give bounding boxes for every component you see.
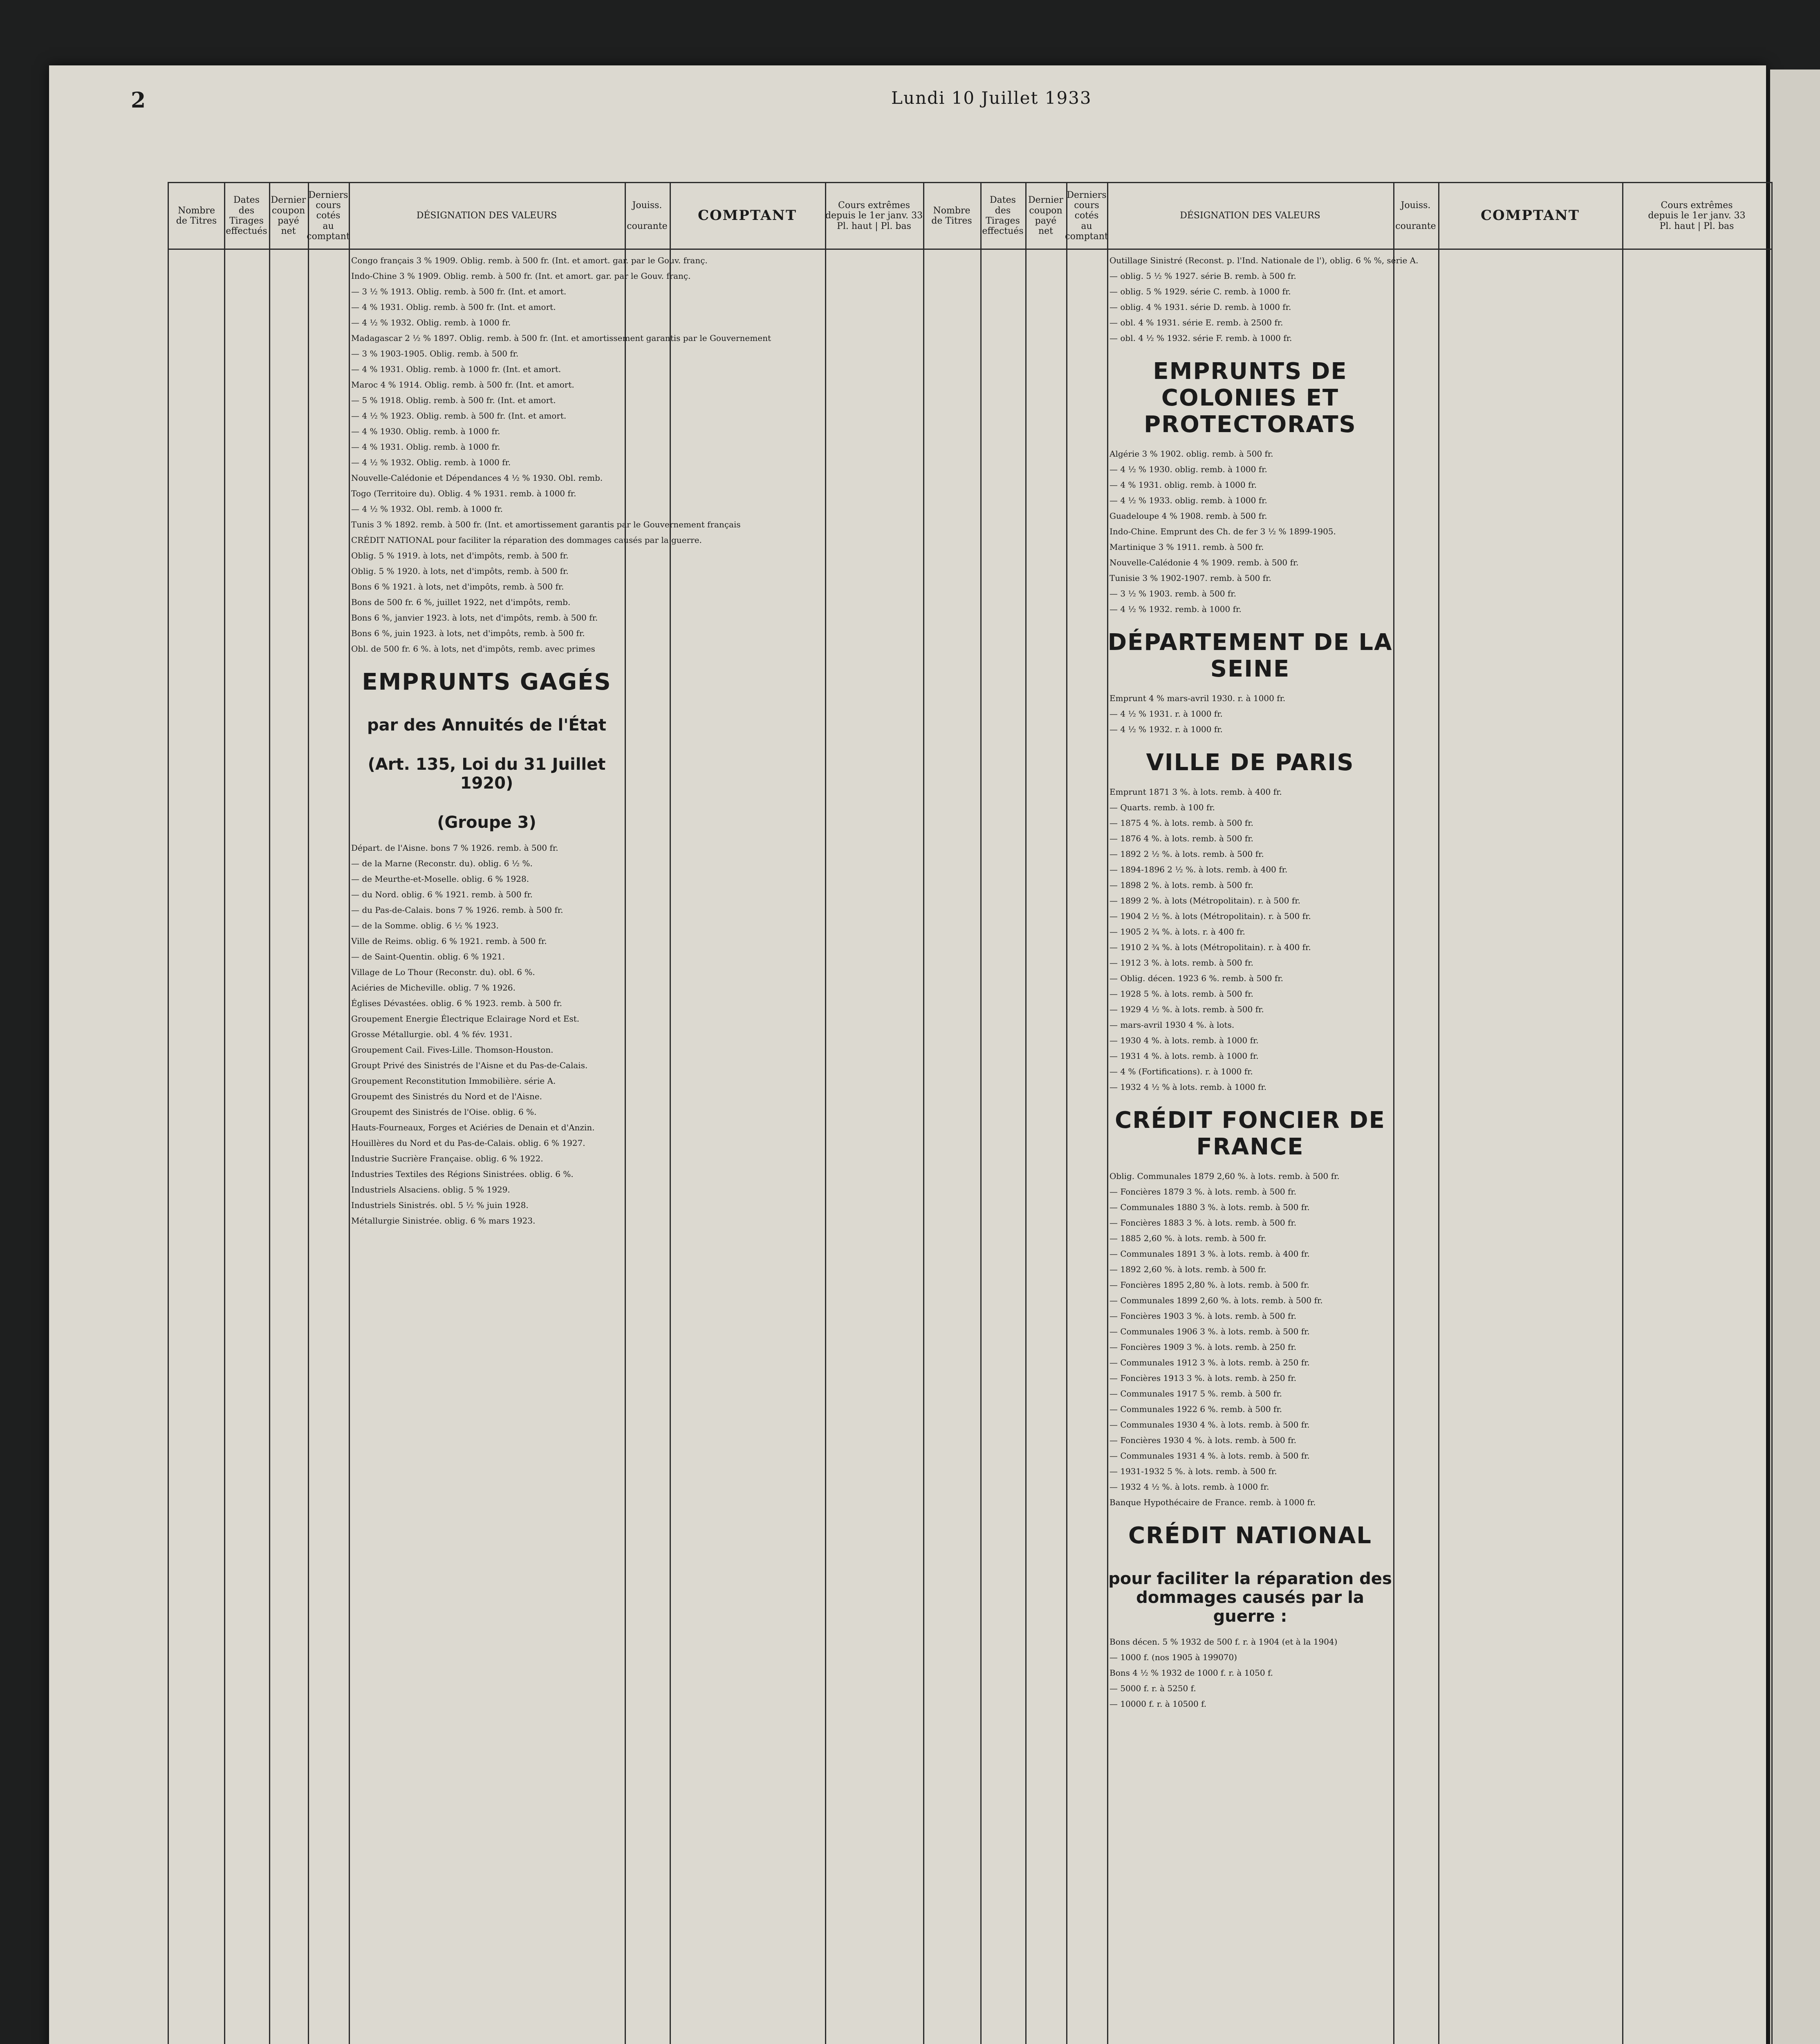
- list-item: — Communales 1922 6 %. remb. à 500 fr.: [1109, 1404, 1282, 1414]
- section-title: EMPRUNTS DE COLONIES ET PROTECTORATS: [1144, 358, 1356, 438]
- page-date: Lundi 10 Juillet 1933: [891, 88, 1092, 108]
- list-item: Outillage Sinistré (Reconst. p. l'Ind. Nationale de l'), oblig. 6 % %, série A.: [1109, 256, 1419, 265]
- list-item: Ville de Reims. oblig. 6 % 1921. remb. à 500 fr.: [351, 936, 547, 946]
- list-item: Bons décen. 5 % 1932 de 500 f. r. à 1904 (et à la 1904): [1109, 1637, 1338, 1647]
- list-item: — 1885 2,60 %. à lots. remb. à 500 fr.: [1109, 1233, 1266, 1243]
- list-item: Bons 6 %, janvier 1923. à lots, net d'impôts, remb. à 500 fr.: [351, 613, 598, 623]
- list-item: Oblig. 5 % 1919. à lots, net d'impôts, remb. à 500 fr.: [351, 551, 569, 560]
- list-item: — obl. 4 % 1931. série E. remb. à 2500 fr.: [1109, 318, 1283, 327]
- col-derniers-cours-r: Derniers cours cotés au comptant: [1066, 183, 1108, 2044]
- list-item: — 4 ½ % 1932. Oblig. remb. à 1000 fr.: [351, 318, 511, 327]
- list-item: Algérie 3 % 1902. oblig. remb. à 500 fr.: [1109, 449, 1273, 459]
- list-item: — 3 ½ % 1903. remb. à 500 fr.: [1109, 589, 1236, 598]
- section-title: VILLE DE PARIS: [1146, 749, 1354, 776]
- list-item: Togo (Territoire du). Oblig. 4 % 1931. remb. à 1000 fr.: [351, 489, 576, 498]
- list-item: — Communales 1880 3 %. à lots. remb. à 500 fr.: [1109, 1202, 1310, 1212]
- list-item: Houillères du Nord et du Pas-de-Calais. oblig. 6 % 1927.: [351, 1138, 585, 1148]
- list-item: — 4 % (Fortifications). r. à 1000 fr.: [1109, 1067, 1253, 1076]
- list-item: — 4 % 1931. Oblig. remb. à 1000 fr.: [351, 442, 500, 452]
- list-item: — oblig. 5 ½ % 1927. série B. remb. à 500 fr.: [1109, 271, 1296, 281]
- list-item: — 1876 4 %. à lots. remb. à 500 fr.: [1109, 834, 1253, 843]
- list-item: — 3 % 1903-1905. Oblig. remb. à 500 fr.: [351, 349, 519, 359]
- list-item: Madagascar 2 ½ % 1897. Oblig. remb. à 500 fr. (Int. et amortissement garantis par le Gouvernement: [351, 333, 771, 343]
- list-item: — 1932 4 ½ % à lots. remb. à 1000 fr.: [1109, 1082, 1267, 1092]
- list-item: Oblig. Communales 1879 2,60 %. à lots. remb. à 500 fr.: [1109, 1171, 1340, 1181]
- list-item: — oblig. 5 % 1929. série C. remb. à 1000 fr.: [1109, 287, 1291, 296]
- list-item: Guadeloupe 4 % 1908. remb. à 500 fr.: [1109, 511, 1267, 521]
- col-nombre-titres: Nombre de Titres: [169, 183, 225, 2044]
- list-item: — Foncières 1913 3 %. à lots. remb. à 250 fr.: [1109, 1373, 1297, 1383]
- list-item: Tunis 3 % 1892. remb. à 500 fr. (Int. et amortissement garantis par le Gouvernement français: [351, 520, 741, 529]
- list-item: — Communales 1930 4 %. à lots. remb. à 500 fr.: [1109, 1420, 1310, 1430]
- list-item: — 1928 5 %. à lots. remb. à 500 fr.: [1109, 989, 1253, 999]
- list-item: Emprunt 4 % mars-avril 1930. r. à 1000 fr.: [1109, 693, 1286, 703]
- list-item: — obl. 4 ½ % 1932. série F. remb. à 1000 fr.: [1109, 333, 1292, 343]
- section-title: EMPRUNTS GAGÉS: [362, 669, 612, 695]
- list-item: — Foncières 1883 3 %. à lots. remb. à 500 fr.: [1109, 1218, 1297, 1228]
- list-item: — Foncières 1909 3 %. à lots. remb. à 250 fr.: [1109, 1342, 1297, 1352]
- list-item: — Quarts. remb. à 100 fr.: [1109, 802, 1215, 812]
- list-item: — Communales 1899 2,60 %. à lots. remb. à 500 fr.: [1109, 1295, 1323, 1305]
- list-item: CRÉDIT NATIONAL pour faciliter la réparation des dommages causés par la guerre.: [351, 535, 702, 545]
- list-item: — 4 ½ % 1932. Oblig. remb. à 1000 fr.: [351, 457, 511, 467]
- left-entries-list: [349, 253, 771, 2044]
- list-item: Industriels Alsaciens. oblig. 5 % 1929.: [351, 1185, 510, 1195]
- col-nombre-titres-r: Nombre de Titres: [923, 183, 982, 2044]
- list-item: — Communales 1912 3 %. à lots. remb. à 250 fr.: [1109, 1358, 1310, 1367]
- page-header: [131, 88, 1725, 112]
- quote-table: [168, 182, 1773, 2044]
- list-item: — 5 % 1918. Oblig. remb. à 500 fr. (Int. et amort.: [351, 395, 556, 405]
- section-law: (Art. 135, Loi du 31 Juillet 1920): [368, 755, 606, 793]
- page-number: 2: [131, 88, 146, 113]
- section-subtitle: pour faciliter la réparation des dommages causés par la guerre :: [1108, 1569, 1392, 1626]
- list-item: Industriels Sinistrés. obl. 5 ½ % juin 1928.: [351, 1200, 529, 1210]
- list-item: Nouvelle-Calédonie et Dépendances 4 ½ % 1930. Obl. remb.: [351, 473, 603, 483]
- list-item: Groupement Cail. Fives-Lille. Thomson-Houston.: [351, 1045, 554, 1055]
- list-item: — 4 ½ % 1932. Obl. remb. à 1000 fr.: [351, 504, 503, 514]
- list-item: — 4 ½ % 1932. remb. à 1000 fr.: [1109, 604, 1242, 614]
- list-item: Groupt Privé des Sinistrés de l'Aisne et du Pas-de-Calais.: [351, 1060, 588, 1070]
- section-title: DÉPARTEMENT DE LA SEINE: [1107, 629, 1393, 682]
- list-item: — oblig. 4 % 1931. série D. remb. à 1000 fr.: [1109, 302, 1291, 312]
- list-item: Départ. de l'Aisne. bons 7 % 1926. remb. à 500 fr.: [351, 843, 558, 853]
- list-item: — Communales 1891 3 %. à lots. remb. à 400 fr.: [1109, 1249, 1310, 1259]
- list-item: Bons de 500 fr. 6 %, juillet 1922, net d'impôts, remb.: [351, 597, 571, 607]
- list-item: — 1910 2 ¾ %. à lots (Métropolitain). r. à 400 fr.: [1109, 942, 1311, 952]
- list-item: Village de Lo Thour (Reconstr. du). obl. 6 %.: [351, 967, 535, 977]
- list-item: — 1894-1896 2 ½ %. à lots. remb. à 400 fr.: [1109, 865, 1288, 874]
- col-comptant: COMPTANT: [670, 183, 826, 2044]
- list-item: Indo-Chine 3 % 1909. Oblig. remb. à 500 fr. (Int. et amort. gar. par le Gouv. franç.: [351, 271, 691, 281]
- col-dates-tirages-r: Dates des Tirages effectués: [980, 183, 1027, 2044]
- col-derniers-cours: Derniers cours cotés au comptant: [308, 183, 350, 2044]
- adjacent-page-edge: [1770, 69, 1820, 2044]
- col-dernier-coupon: Dernier coupon payé net: [269, 183, 309, 2044]
- list-item: — 4 % 1930. Oblig. remb. à 1000 fr.: [351, 426, 500, 436]
- list-item: — Communales 1906 3 %. à lots. remb. à 500 fr.: [1109, 1327, 1310, 1336]
- list-item: — 4 ½ % 1930. oblig. remb. à 1000 fr.: [1109, 464, 1267, 474]
- list-item: — 4 % 1931. oblig. remb. à 1000 fr.: [1109, 480, 1257, 490]
- list-item: Maroc 4 % 1914. Oblig. remb. à 500 fr. (Int. et amort.: [351, 380, 574, 390]
- list-item: Industries Textiles des Régions Sinistrées. oblig. 6 %.: [351, 1169, 574, 1179]
- list-item: — 3 ½ % 1913. Oblig. remb. à 500 fr. (Int. et amort.: [351, 287, 567, 296]
- list-item: Martinique 3 % 1911. remb. à 500 fr.: [1109, 542, 1264, 552]
- list-item: — mars-avril 1930 4 %. à lots.: [1109, 1020, 1235, 1030]
- section-title: CRÉDIT NATIONAL: [1128, 1522, 1372, 1549]
- list-item: — 1931-1932 5 %. à lots. remb. à 500 fr.: [1109, 1466, 1277, 1476]
- list-item: Tunisie 3 % 1902-1907. remb. à 500 fr.: [1109, 573, 1271, 583]
- col-designation: DÉSIGNATION DES VALEURS Congo français 3 % 1909. Oblig. remb. à 500 fr. (Int. et amort. gar. par le Gouv. franç. Indo-Chine 3 % 1909. Oblig. remb. à 500 fr. (Int. et amort. gar. par le Gouv. franç. — 3 ½ % 1913. Oblig. remb. à 500 fr. (Int. et amort. — 4 % 1931. Oblig. remb. à 500 fr. (Int. et amort. — 4 ½ % 1932. Oblig. remb. à 1000 fr. Madagascar 2 ½ % 1897. Oblig. remb. à 500 fr. (Int. et amortissement garantis par le Gouvernement — 3 % 1903-1905. Oblig. remb. à 500 fr. — 4 % 1931. Oblig. remb. à 1000 fr. (Int. et amort. Maroc 4 % 1914. Oblig. remb. à 500 fr. (Int. et amort. — 5 % 1918. Oblig. remb. à 500 fr. (Int. et amort. — 4 ½ % 1923. Oblig. remb. à 500 fr. (Int. et amort. — 4 % 1930. Oblig. remb. à 1000 fr. — 4 % 1931. Oblig. remb. à 1000 fr. — 4 ½ % 1932. Oblig. remb. à 1000 fr. Nouvelle-Calédonie et Dépendances 4 ½ % 1930. Obl. remb. Togo (Territoire du). Oblig. 4 % 1931. remb. à 1000 fr. — 4 ½ % 1932. Obl. remb. à 1000 fr. Tunis 3 % 1892. remb. à 500 fr. (Int. et amortissement garantis par le Gouvernement français CRÉDIT NATIONAL pour faciliter la réparation des dommages causés par la guerre. Oblig. 5 % 1919. à lots, net d'impôts, remb. à 500 fr. Oblig. 5 % 1920. à lots, net d'impôts, remb. à 500 fr. Bons 6 % 1921. à lots, net d'impôts, remb. à 500 fr. Bons de 500 fr. 6 %, juillet 1922, net d'impôts, remb. Bons 6 %, janvier 1923. à lots, net d'impôts, remb. à 500 fr. Bons 6 %, juin 1923. à lots, net d'impôts, remb. à 500 fr. Obl. de 500 fr. 6 %. à lots, net d'impôts, remb. avec primes EMPRUNTS GAGÉS par des Annuités de l'État (Art. 135, Loi du 31 Juillet 1920) (Groupe 3) Départ. de l'Aisne. bons 7 % 1926. remb. à 500 fr. — de la Marne (Reconstr. du). oblig. 6 ½ %. — de Meurthe-et-Moselle. oblig. 6 % 1928. — du Nord. oblig. 6 % 1921. remb. à 500 fr. — du Pas-de-Calais. bons 7 % 1926. remb. à 500 fr. — de la Somme. oblig. 6 ½ % 1923. Ville de Reims. oblig. 6 % 1921. remb. à 500 fr. — de Saint-Quentin. oblig. 6 % 1921. Village de Lo Thour (Reconstr. du). obl. 6 %. Aciéries de Micheville. oblig. 7 % 1926. Églises Dévastées. oblig. 6 % 1923. remb. à 500 fr. Groupement Energie Électrique Eclairage Nord et Est. Grosse Métallurgie. obl. 4 % fév. 1931. Groupement Cail. Fives-Lille. Thomson-Houston. Groupt Privé des Sinistrés de l'Aisne et du Pas-de-Calais. Groupement Reconstitution Immobilière. série A. Groupemt des Sinistrés du Nord et de l'Aisne. Groupemt des Sinistrés de l'Oise. oblig. 6 %. Hauts-Fourneaux, Forges et Aciéries de Denain et d'Anzin. Houillères du Nord et du Pas-de-Calais. oblig. 6 % 1927. Industrie Sucrière Française. oblig. 6 % 1922. Industries Textiles des Régions Sinistrées. oblig. 6 %. Industriels Alsaciens. oblig. 5 % 1929. Industriels Sinistrés. obl. 5 ½ % juin 1928. Métallurgie Sinistrée. oblig. 6 % mars 1923.: [349, 183, 626, 2044]
- list-item: Grosse Métallurgie. obl. 4 % fév. 1931.: [351, 1029, 513, 1039]
- list-item: — Communales 1931 4 %. à lots. remb. à 500 fr.: [1109, 1451, 1310, 1461]
- list-item: Obl. de 500 fr. 6 %. à lots, net d'impôts, remb. avec primes: [351, 644, 595, 654]
- list-item: Bons 4 ½ % 1932 de 1000 f. r. à 1050 f.: [1109, 1668, 1273, 1678]
- list-item: Groupement Energie Électrique Eclairage Nord et Est.: [351, 1014, 580, 1024]
- col-cours-extremes-r: Cours extrêmes depuis le 1er janv. 33 Pl. haut | Pl. bas: [1622, 183, 1771, 2044]
- list-item: — du Pas-de-Calais. bons 7 % 1926. remb. à 500 fr.: [351, 905, 563, 915]
- list-item: Indo-Chine. Emprunt des Ch. de fer 3 ½ % 1899-1905.: [1109, 527, 1336, 536]
- list-item: — 1892 2,60 %. à lots. remb. à 500 fr.: [1109, 1264, 1266, 1274]
- list-item: — 4 % 1931. Oblig. remb. à 500 fr. (Int. et amort.: [351, 302, 556, 312]
- list-item: — 1899 2 %. à lots (Métropolitain). r. à 500 fr.: [1109, 896, 1300, 905]
- list-item: — 1932 4 ½ %. à lots. remb. à 1000 fr.: [1109, 1482, 1269, 1492]
- col-jouiss-r: Jouiss. courante: [1393, 183, 1439, 2044]
- list-item: — Foncières 1903 3 %. à lots. remb. à 500 fr.: [1109, 1311, 1297, 1321]
- list-item: — Foncières 1930 4 %. à lots. remb. à 500 fr.: [1109, 1435, 1297, 1445]
- list-item: Banque Hypothécaire de France. remb. à 1000 fr.: [1109, 1497, 1316, 1507]
- list-item: Groupemt des Sinistrés de l'Oise. oblig. 6 %.: [351, 1107, 537, 1117]
- list-item: Nouvelle-Calédonie 4 % 1909. remb. à 500 fr.: [1109, 558, 1299, 567]
- col-dernier-coupon-r: Dernier coupon payé net: [1025, 183, 1067, 2044]
- list-item: — de la Marne (Reconstr. du). oblig. 6 ½ %.: [351, 858, 533, 868]
- list-item: Oblig. 5 % 1920. à lots, net d'impôts, remb. à 500 fr.: [351, 566, 569, 576]
- list-item: — 4 ½ % 1933. oblig. remb. à 1000 fr.: [1109, 495, 1267, 505]
- list-item: Métallurgie Sinistrée. oblig. 6 % mars 1923.: [351, 1216, 536, 1226]
- list-item: — du Nord. oblig. 6 % 1921. remb. à 500 fr.: [351, 890, 533, 899]
- list-item: — 1912 3 %. à lots. remb. à 500 fr.: [1109, 958, 1253, 968]
- list-item: — 4 ½ % 1923. Oblig. remb. à 500 fr. (Int. et amort.: [351, 411, 567, 421]
- section-subtitle: par des Annuités de l'État: [367, 716, 607, 735]
- col-dates-tirages: Dates des Tirages effectués: [224, 183, 270, 2044]
- list-item: Emprunt 1871 3 %. à lots. remb. à 400 fr.: [1109, 787, 1282, 797]
- list-item: — 1930 4 %. à lots. remb. à 1000 fr.: [1109, 1035, 1259, 1045]
- list-item: Groupement Reconstitution Immobilière. série A.: [351, 1076, 556, 1086]
- list-item: — 1000 f. (nos 1905 à 199070): [1109, 1652, 1237, 1662]
- list-item: Bons 6 %, juin 1923. à lots, net d'impôts, remb. à 500 fr.: [351, 628, 585, 638]
- list-item: — de la Somme. oblig. 6 ½ % 1923.: [351, 921, 499, 930]
- col-comptant-r: COMPTANT: [1438, 183, 1623, 2044]
- list-item: — Foncières 1895 2,80 %. à lots. remb. à 500 fr.: [1109, 1280, 1309, 1290]
- list-item: — 4 ½ % 1932. r. à 1000 fr.: [1109, 724, 1223, 734]
- list-item: — 1898 2 %. à lots. remb. à 500 fr.: [1109, 880, 1253, 890]
- col-designation-r: DÉSIGNATION DES VALEURS Outillage Sinistré (Reconst. p. l'Ind. Nationale de l'), oblig. 6 % %, série A. — oblig. 5 ½ % 1927. série B. remb. à 500 fr. — oblig. 5 % 1929. série C. remb. à 1000 fr. — oblig. 4 % 1931. série D. remb. à 1000 fr. — obl. 4 % 1931. série E. remb. à 2500 fr. — obl. 4 ½ % 1932. série F. remb. à 1000 fr. EMPRUNTS DE COLONIES ET PROTECTORATS Algérie 3 % 1902. oblig. remb. à 500 fr. — 4 ½ % 1930. oblig. remb. à 1000 fr. — 4 % 1931. oblig. remb. à 1000 fr. — 4 ½ % 1933. oblig. remb. à 1000 fr. Guadeloupe 4 % 1908. remb. à 500 fr. Indo-Chine. Emprunt des Ch. de fer 3 ½ % 1899-1905. Martinique 3 % 1911. remb. à 500 fr. Nouvelle-Calédonie 4 % 1909. remb. à 500 fr. Tunisie 3 % 1902-1907. remb. à 500 fr. — 3 ½ % 1903. remb. à 500 fr. — 4 ½ % 1932. remb. à 1000 fr. DÉPARTEMENT DE LA SEINE Emprunt 4 % mars-avril 1930. r. à 1000 fr. — 4 ½ % 1931. r. à 1000 fr. — 4 ½ % 1932. r. à 1000 fr. VILLE DE PARIS Emprunt 1871 3 %. à lots. remb. à 400 fr. — Quarts. remb. à 100 fr. — 1875 4 %. à lots. remb. à 500 fr. — 1876 4 %. à lots. remb. à 500 fr. — 1892 2 ½ %. à lots. remb. à 500 fr. — 1894-1896 2 ½ %. à lots. remb. à 400 fr. — 1898 2 %. à lots. remb. à 500 fr. — 1899 2 %. à lots (Métropolitain). r. à 500 fr. — 1904 2 ½ %. à lots (Métropolitain). r. à 500 fr. — 1905 2 ¾ %. à lots. r. à 400 fr. — 1910 2 ¾ %. à lots (Métropolitain). r. à 400 fr. — 1912 3 %. à lots. remb. à 500 fr. — Oblig. décen. 1923 6 %. remb. à 500 fr. — 1928 5 %. à lots. remb. à 500 fr. — 1929 4 ½ %. à lots. remb. à 500 fr. — mars-avril 1930 4 %. à lots. — 1930 4 %. à lots. remb. à 1000 fr. — 1931 4 %. à lots. remb. à 1000 fr. — 4 % (Fortifications). r. à 1000 fr. — 1932 4 ½ % à lots. remb. à 1000 fr. CRÉDIT FONCIER DE FRANCE Oblig. Communales 1879 2,60 %. à lots. remb. à 500 fr. — Foncières 1879 3 %. à lots. remb. à 500 fr. — Communales 1880 3 %. à lots. remb. à 500 fr. — Foncières 1883 3 %. à lots. remb. à 500 fr. — 1885 2,60 %. à lots. remb. à 500 fr. — Communales 1891 3 %. à lots. remb. à 400 fr. — 1892 2,60 %. à lots. remb. à 500 fr. — Foncières 1895 2,80 %. à lots. remb. à 500 fr. — Communales 1899 2,60 %. à lots. remb. à 500 fr. — Foncières 1903 3 %. à lots. remb. à 500 fr. — Communales 1906 3 %. à lots. remb. à 500 fr. — Foncières 1909 3 %. à lots. remb. à 250 fr. — Communales 1912 3 %. à lots. remb. à 250 fr. — Foncières 1913 3 %. à lots. remb. à 250 fr. — Communales 1917 5 %. remb. à 500 fr. — Communales 1922 6 %. remb. à 500 fr. — Communales 1930 4 %. à lots. remb. à 500 fr. — Foncières 1930 4 %. à lots. remb. à 500 fr. — Communales 1931 4 %. à lots. remb. à 500 fr. — 1931-1932 5 %. à lots. remb. à 500 fr. — 1932 4 ½ %. à lots. remb. à 1000 fr. Banque Hypothécaire de France. remb. à 1000 fr. CRÉDIT NATIONAL pour faciliter la réparation des dommages causés par la guerre : Bons décen. 5 % 1932 de 500 f. r. à 1904 (et à la 1904) — 1000 f. (nos 1905 à 199070) Bons 4 ½ % 1932 de 1000 f. r. à 1050 f. — 5000 f. r. à 5250 f. — 10000 f. r. à 10500 f.: [1107, 183, 1394, 2044]
- list-item: — 1875 4 %. à lots. remb. à 500 fr.: [1109, 818, 1253, 828]
- col-jouiss: Jouiss. courante: [625, 183, 671, 2044]
- list-item: Bons 6 % 1921. à lots, net d'impôts, remb. à 500 fr.: [351, 582, 564, 592]
- groupe-label: (Groupe 3): [437, 813, 536, 832]
- list-item: Groupemt des Sinistrés du Nord et de l'Aisne.: [351, 1091, 542, 1101]
- list-item: — 4 % 1931. Oblig. remb. à 1000 fr. (Int. et amort.: [351, 364, 561, 374]
- list-item: Hauts-Fourneaux, Forges et Aciéries de Denain et d'Anzin.: [351, 1123, 595, 1132]
- list-item: — 5000 f. r. à 5250 f.: [1109, 1683, 1196, 1693]
- list-item: — 1929 4 ½ %. à lots. remb. à 500 fr.: [1109, 1004, 1264, 1014]
- list-item: — 10000 f. r. à 10500 f.: [1109, 1699, 1207, 1709]
- list-item: Aciéries de Micheville. oblig. 7 % 1926.: [351, 983, 516, 993]
- list-item: Églises Dévastées. oblig. 6 % 1923. remb. à 500 fr.: [351, 998, 562, 1008]
- list-item: — 1892 2 ½ %. à lots. remb. à 500 fr.: [1109, 849, 1264, 859]
- section-title: CRÉDIT FONCIER DE FRANCE: [1115, 1107, 1385, 1160]
- list-item: — 1904 2 ½ %. à lots (Métropolitain). r. à 500 fr.: [1109, 911, 1311, 921]
- col-cours-extremes: Cours extrêmes depuis le 1er janv. 33 Pl. haut | Pl. bas: [825, 183, 924, 2044]
- list-item: Congo français 3 % 1909. Oblig. remb. à 500 fr. (Int. et amort. gar. par le Gouv. franç.: [351, 256, 708, 265]
- list-item: — Oblig. décen. 1923 6 %. remb. à 500 fr.: [1109, 973, 1284, 983]
- list-item: — Communales 1917 5 %. remb. à 500 fr.: [1109, 1389, 1282, 1399]
- list-item: — de Meurthe-et-Moselle. oblig. 6 % 1928.: [351, 874, 529, 884]
- right-entries-list: [1107, 253, 1419, 2044]
- list-item: — 1931 4 %. à lots. remb. à 1000 fr.: [1109, 1051, 1259, 1061]
- list-item: — 4 ½ % 1931. r. à 1000 fr.: [1109, 709, 1223, 719]
- list-item: Industrie Sucrière Française. oblig. 6 % 1922.: [351, 1154, 543, 1163]
- list-item: — de Saint-Quentin. oblig. 6 % 1921.: [351, 952, 505, 961]
- list-item: — 1905 2 ¾ %. à lots. r. à 400 fr.: [1109, 927, 1245, 937]
- list-item: — Foncières 1879 3 %. à lots. remb. à 500 fr.: [1109, 1187, 1297, 1197]
